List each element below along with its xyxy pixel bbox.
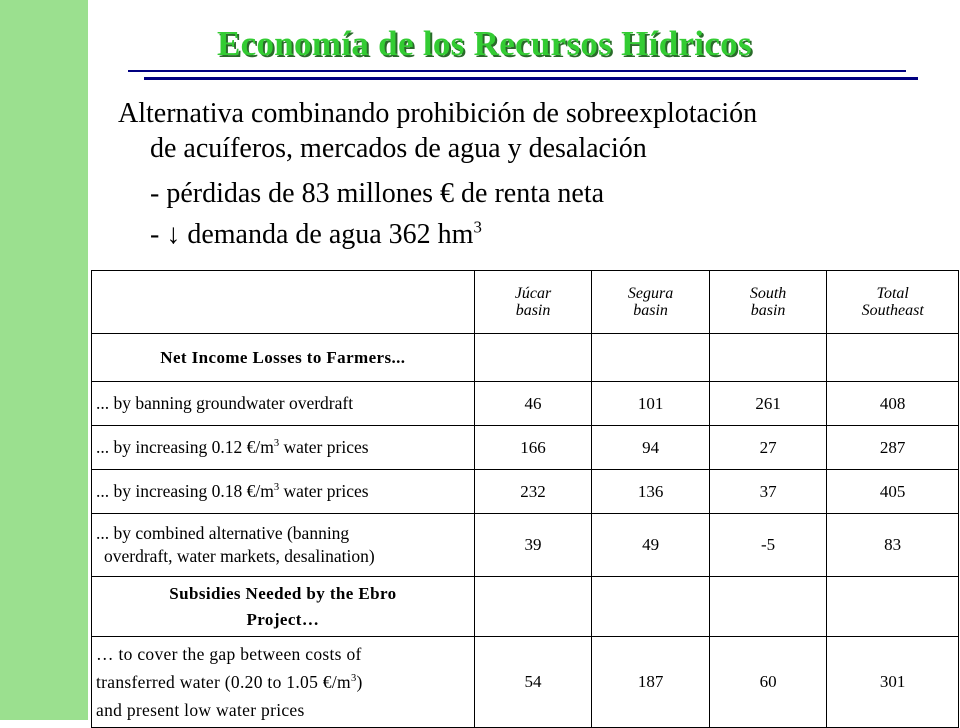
empty-cell [827,334,959,382]
value-cell: -5 [709,514,827,577]
header-jucar-l1: Júcar [514,285,552,302]
value-cell: 232 [474,470,592,514]
row-label-sup: 3 [273,482,280,494]
value-cell: 261 [709,382,827,426]
section-subsidies-label [92,577,475,637]
row-label-text: overdraft, water markets, desalination) [104,546,375,566]
row-label: ... by banning groundwater overdraft [92,382,475,426]
row-label-text: water prices [279,437,369,457]
table-header-row [92,271,959,334]
row-label [92,426,475,470]
row-label-sup: 3 [273,438,280,450]
sub-bullet-losses: - pérdidas de 83 millones € de renta neta [150,178,605,209]
row-label-text: water prices [279,481,369,501]
section-subsidies-l2: Project… [246,609,320,629]
value-cell: 408 [827,382,959,426]
table-row [92,637,959,728]
value-cell: 83 [827,514,959,577]
row-label-text: ) [356,672,363,692]
value-cell: 37 [709,470,827,514]
value-cell: 39 [474,514,592,577]
slide-title: Economía de los Recursos Hídricos [217,24,752,63]
row-label-sup: 3 [350,673,357,685]
header-total-l2: Southeast [861,302,924,319]
value-cell: 101 [592,382,710,426]
header-south-l2: basin [750,302,786,319]
main-bullet-line-2: de acuíferos, mercados de agua y desalación [150,133,647,164]
row-label-text: ... by increasing 0.12 €/m [96,437,274,457]
value-cell: 60 [709,637,827,728]
header-total [827,271,959,334]
row-label [92,514,475,577]
table-row [92,382,959,426]
header-south [709,271,827,334]
value-cell: 94 [592,426,710,470]
section-subsidies-l1: Subsidies Needed by the Ebro [169,583,397,603]
value-cell: 187 [592,637,710,728]
row-label [92,470,475,514]
table-row [92,514,959,577]
value-cell: 136 [592,470,710,514]
row-label [92,637,475,728]
title-underline-thin [128,70,906,72]
value-cell: 405 [827,470,959,514]
row-label-text: and present low water prices [96,700,305,720]
main-bullet-line-1: Alternativa combinando prohibición de sobreexplotación [118,98,758,129]
empty-cell [827,577,959,637]
empty-cell [709,334,827,382]
table-row [92,426,959,470]
value-cell: 301 [827,637,959,728]
data-table [91,270,959,728]
value-cell: 46 [474,382,592,426]
bullet-list [118,96,757,252]
sub-bullet-demand-text: - ↓ demanda de agua 362 hm [150,219,474,250]
sub-bullet-demand-sup: 3 [473,217,482,237]
empty-cell [709,577,827,637]
row-label-text [96,668,470,696]
value-cell: 27 [709,426,827,470]
empty-cell [592,577,710,637]
row-label-text: ... by increasing 0.18 €/m [96,481,274,501]
header-south-l1: South [749,285,787,302]
header-jucar [474,271,592,334]
row-label-text: ... by combined alternative (banning [96,523,350,543]
row-label-text: transferred water (0.20 to 1.05 €/m [96,672,351,692]
header-total-l1: Total [876,285,909,302]
table-row [92,470,959,514]
empty-cell [474,577,592,637]
sub-bullet-demand [118,217,757,252]
empty-cell [474,334,592,382]
value-cell: 54 [474,637,592,728]
value-cell: 166 [474,426,592,470]
header-empty-cell [92,271,475,334]
empty-cell [592,334,710,382]
section-row-net-income [92,334,959,382]
row-label-text: … to cover the gap between costs of [96,644,362,664]
value-cell: 49 [592,514,710,577]
header-jucar-l2: basin [515,302,551,319]
title-underline-thick [144,77,918,80]
header-segura-l2: basin [633,302,668,319]
section-row-subsidies [92,577,959,637]
value-cell: 287 [827,426,959,470]
left-accent-bar [0,0,88,720]
header-segura [592,271,710,334]
header-segura-l1: Segura [627,285,674,302]
section-net-income-label: Net Income Losses to Farmers... [92,334,475,382]
